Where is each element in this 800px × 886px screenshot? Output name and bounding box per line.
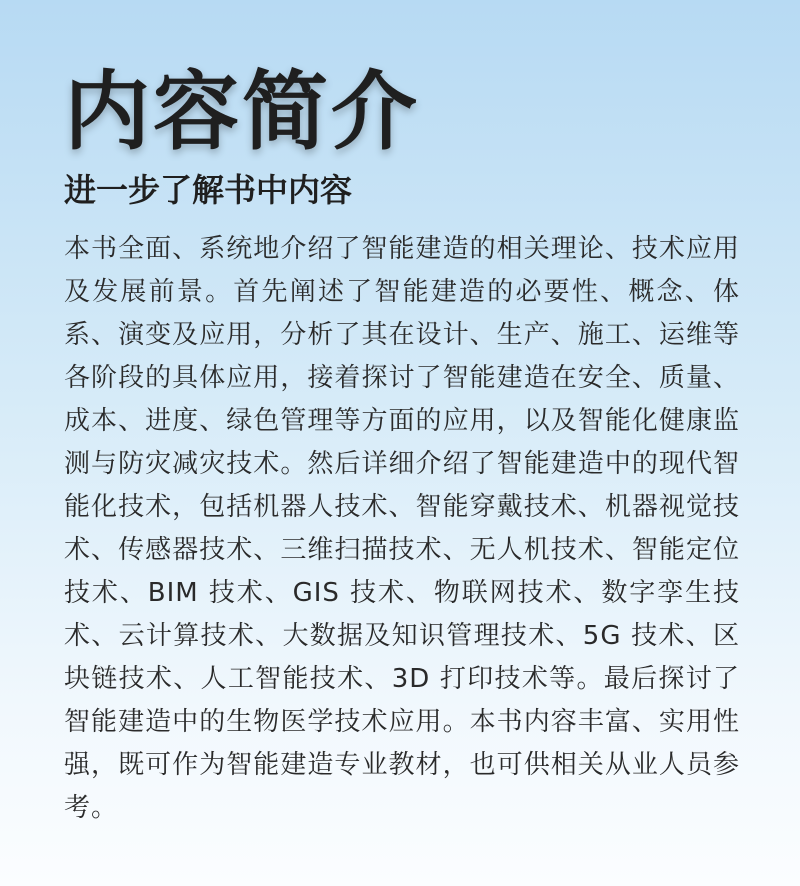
page-title: 内容简介 (64, 62, 420, 162)
intro-paragraph: 本书全面、系统地介绍了智能建造的相关理论、技术应用及发展前景。首先阐述了智能建造的必要性、概念、体系、演变及应用，分析了其在设计、生产、施工、运维等各阶段的具体应用，接着探讨了智能建造在安全、质量、成本、进度、绿色管理等方面的应用，以及智能化健康监测与防灾减灾技术。然后详细介绍了智能建造中的现代智能化技术，包括机器人技术、智能穿戴技术、机器视觉技术、传感器技术、三维扫描技术、无人机技术、智能定位技术、BIM 技术、GIS 技术、物联网技术、数字孪生技术、云计算技术、大数据及知识管理技术、5G 技术、区块链技术、人工智能技术、3D 打印技术等。最后探讨了智能建造中的生物医学技术应用。本书内容丰富、实用性强，既可作为智能建造专业教材，也可供相关从业人员参考。 (64, 234, 740, 823)
page-subtitle: 进一步了解书中内容 (64, 171, 353, 209)
